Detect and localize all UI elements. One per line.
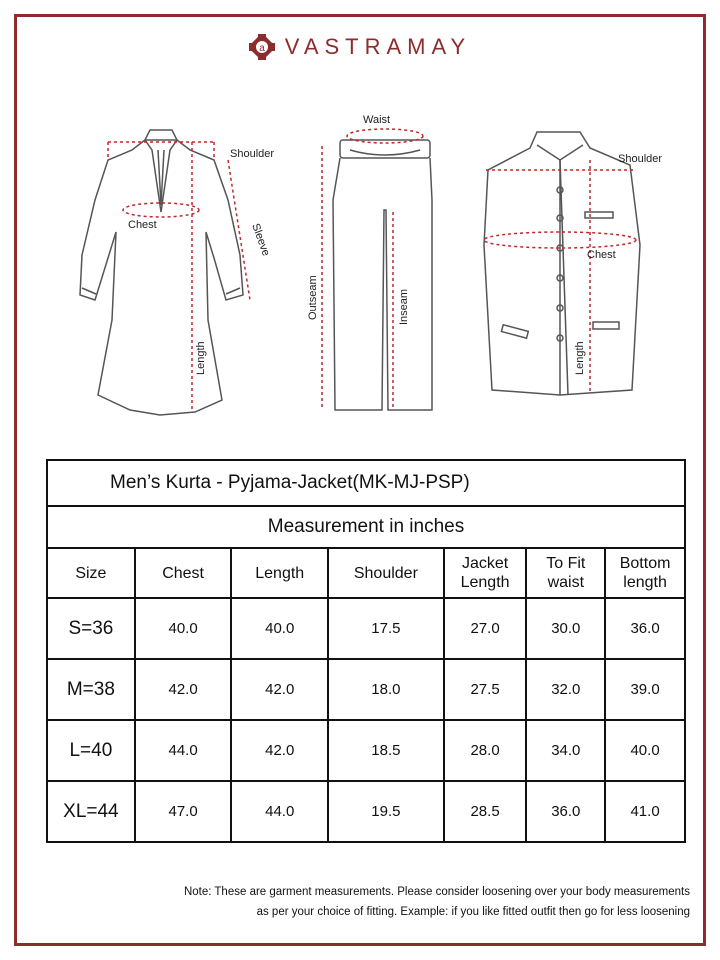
jacket-length-cell: 28.0 (444, 720, 527, 781)
chest-cell: 47.0 (135, 781, 232, 842)
length-cell: 42.0 (231, 659, 328, 720)
pyjama-illustration (333, 140, 432, 410)
jacket-length-cell: 28.5 (444, 781, 527, 842)
kurta-sleeve-label: Sleeve (249, 221, 272, 258)
header-bottom-length-line2: length (623, 574, 667, 591)
bottom-length-cell: 40.0 (605, 720, 685, 781)
kurta-shoulder-label: Shoulder (230, 148, 275, 160)
svg-text:a: a (259, 43, 265, 54)
waist-cell: 30.0 (526, 598, 605, 659)
pyjama-waist-label: Waist (363, 114, 391, 126)
note-line-1: Note: These are garment measurements. Please consider loosening over your body measurements (183, 886, 690, 898)
length-cell: 44.0 (231, 781, 328, 842)
waist-cell: 36.0 (526, 781, 605, 842)
bottom-length-cell: 39.0 (605, 659, 685, 720)
table-header-row (47, 548, 685, 598)
chest-cell: 40.0 (135, 598, 232, 659)
table-row (47, 659, 685, 720)
header-length: Length (231, 548, 328, 598)
note-line-2: as per your choice of fitting. Example: if you like fitted outfit then go for less loosening (256, 906, 690, 918)
garment-diagrams (0, 0, 720, 440)
chest-cell: 42.0 (135, 659, 232, 720)
fit-note (40, 882, 690, 922)
kurta-length-label: Length (195, 341, 207, 375)
header-chest: Chest (135, 548, 232, 598)
header-waist (526, 548, 605, 598)
shoulder-cell: 19.5 (328, 781, 444, 842)
chest-cell: 44.0 (135, 720, 232, 781)
shoulder-cell: 18.5 (328, 720, 444, 781)
pyjama-outseam-label: Outseam (307, 275, 319, 320)
header-size: Size (47, 548, 135, 598)
jacket-shoulder-label: Shoulder (618, 153, 663, 165)
bottom-length-cell: 36.0 (605, 598, 685, 659)
bottom-length-cell: 41.0 (605, 781, 685, 842)
kurta-illustration (80, 130, 243, 415)
pyjama-inseam-label: Inseam (398, 288, 410, 325)
waist-cell: 32.0 (526, 659, 605, 720)
brand-name: VASTRAMAY (284, 34, 472, 59)
table-row (47, 781, 685, 842)
size-cell: S=36 (47, 598, 135, 659)
header-waist-line1: To Fit (546, 555, 586, 572)
header-bottom-length-line1: Bottom (619, 555, 671, 572)
size-cell: M=38 (47, 659, 135, 720)
table-row (47, 720, 685, 781)
jacket-illustration (484, 132, 640, 395)
table-title: Men’s Kurta - Pyjama-Jacket(MK-MJ-PSP) (47, 460, 685, 506)
jacket-length-label: Length (574, 341, 586, 375)
header-bottom-length (605, 548, 685, 598)
table-row (47, 598, 685, 659)
kurta-chest-label: Chest (128, 219, 157, 231)
header-waist-line2: waist (547, 574, 585, 591)
jacket-chest-label: Chest (587, 249, 616, 261)
header-jacket-length-line2: Length (460, 574, 510, 591)
header-shoulder: Shoulder (328, 548, 444, 598)
size-cell: XL=44 (47, 781, 135, 842)
length-cell: 40.0 (231, 598, 328, 659)
length-cell: 42.0 (231, 720, 328, 781)
size-chart-table (46, 459, 686, 843)
header-jacket-length-line1: Jacket (461, 555, 509, 572)
kurta-measure-lines (108, 142, 250, 410)
shoulder-cell: 17.5 (328, 598, 444, 659)
shoulder-cell: 18.0 (328, 659, 444, 720)
size-cell: L=40 (47, 720, 135, 781)
jacket-length-cell: 27.0 (444, 598, 527, 659)
table-subtitle: Measurement in inches (47, 506, 685, 548)
waist-cell: 34.0 (526, 720, 605, 781)
jacket-length-cell: 27.5 (444, 659, 527, 720)
header-jacket-length (444, 548, 527, 598)
